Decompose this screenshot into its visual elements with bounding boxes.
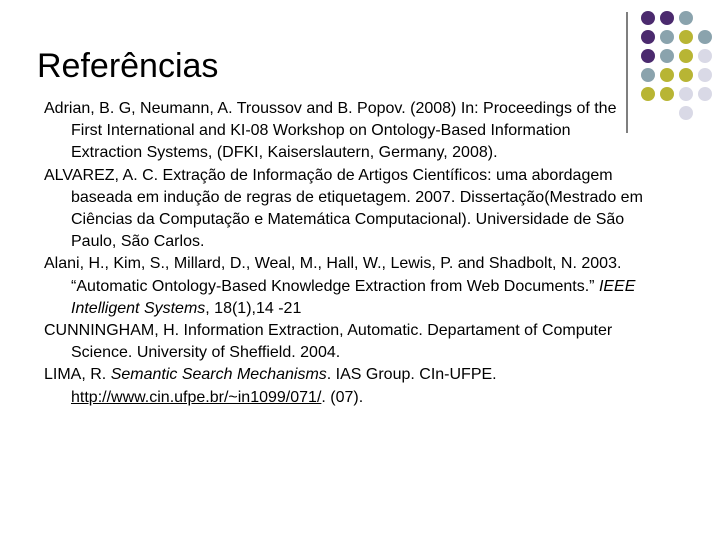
light-dot: [698, 87, 712, 101]
reference-text: . (07).: [321, 388, 364, 406]
purple-dot: [641, 30, 655, 44]
light-dot: [698, 68, 712, 82]
olive-dot: [679, 30, 693, 44]
work-title: Semantic Search Mechanisms: [110, 366, 327, 384]
light-dot: [679, 106, 693, 120]
reference-item: [44, 253, 644, 320]
reference-list: [44, 98, 644, 409]
reference-text: Adrian, B. G, Neumann, A. Troussov and B. Popov. (2008) In: Proceedings of the First International and KI-08 Workshop on Ontology-Based Information Extraction Systems, (DFKI, Kaiserslautern, Germany, 2008).: [44, 100, 617, 162]
purple-dot: [660, 11, 674, 25]
reference-text: ALVAREZ, A. C. Extração de Informação de Artigos Científicos: uma abordagem baseada em indução de regras de etiquetagem. 2007. Dissertação(Mestrado em Ciências da Computação e Matemática Computacional). Universidade de São Paulo, São Carlos.: [44, 166, 643, 251]
reference-item: [44, 165, 644, 254]
reference-item: [44, 364, 644, 408]
reference-text: LIMA, R.: [44, 366, 111, 384]
olive-dot: [660, 87, 674, 101]
gray-dot: [660, 30, 674, 44]
reference-item: [44, 98, 644, 165]
gray-dot: [660, 49, 674, 63]
gray-dot: [698, 30, 712, 44]
reference-text: , 18(1),14 -21: [205, 299, 302, 317]
reference-text: CUNNINGHAM, H. Information Extraction, Automatic. Departament of Computer Science. University of Sheffield. 2004.: [44, 322, 613, 362]
reference-link[interactable]: http://www.cin.ufpe.br/~in1099/071/: [71, 388, 322, 406]
reference-text: . IAS Group. CIn-UFPE.: [326, 366, 497, 384]
slide-title: Referências: [37, 47, 219, 85]
purple-dot: [641, 49, 655, 63]
journal-title: IEEE Intelligent Systems: [71, 277, 636, 317]
reference-item: [44, 320, 644, 364]
gray-dot: [679, 11, 693, 25]
reference-text: Alani, H., Kim, S., Millard, D., Weal, M., Hall, W., Lewis, P. and Shadbolt, N. 2003. “Automatic Ontology-Based Knowledge Extraction from Web Documents.”: [44, 255, 622, 295]
olive-dot: [660, 68, 674, 82]
olive-dot: [679, 49, 693, 63]
light-dot: [679, 87, 693, 101]
gray-dot: [641, 68, 655, 82]
purple-dot: [641, 11, 655, 25]
light-dot: [698, 49, 712, 63]
olive-dot: [679, 68, 693, 82]
